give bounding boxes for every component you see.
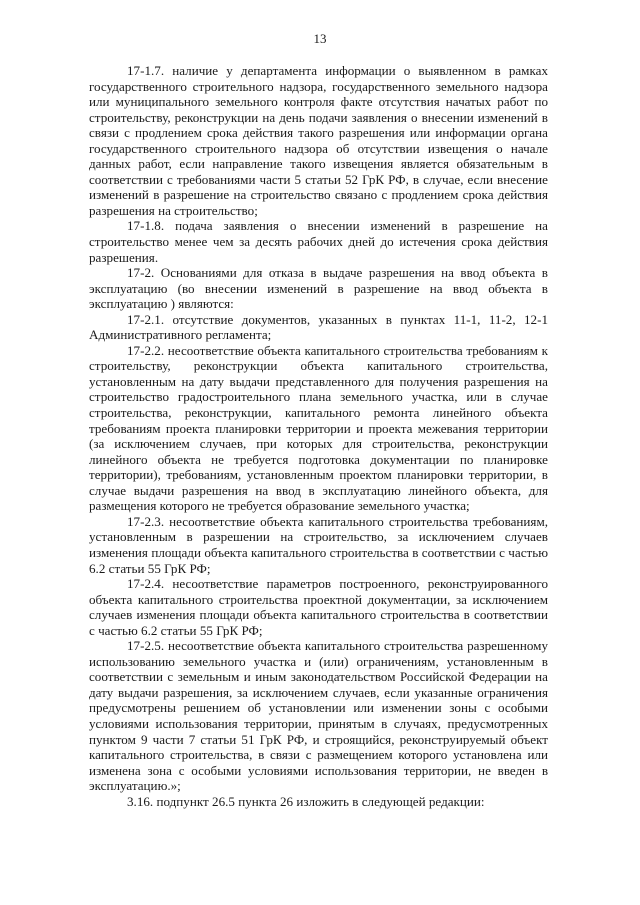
page-number: 13: [313, 31, 327, 46]
document-body: [89, 63, 548, 809]
paragraph-17-1-8: 17-1.8. подача заявления о внесении изменений в разрешение на строительство менее чем за десять рабочих дней до истечения срока действия разрешения.: [89, 218, 548, 265]
paragraph-17-1-7: 17-1.7. наличие у департамента информации о выявленном в рамках государственного строительного надзора, государственного земельного надзора или муниципального земельного контроля факте отсутствия начатых работ по строительству, реконструкции на день подачи заявления о внесении изменений в связи с продлением срока действия такого разрешения или информации органа государственного строительного надзора об отсутствии извещения о начале данных работ, если направление такого извещения является обязательным в соответствии с требованиями части 5 статьи 52 ГрК РФ, в случае, если внесение изменений в разрешение на строительство связано с продлением срока действия разрешения на строительство;: [89, 63, 548, 218]
paragraph-17-2-5: 17-2.5. несоответствие объекта капитального строительства разрешенному использованию земельного участка и (или) ограничениям, установленным в соответствии с земельным и иным законодательством Российской Федерации на дату выдачи разрешения, за исключением случаев, если указанные ограничения предусмотрены решением об установлении или изменении зоны с особыми условиями использования территории, принятым в случаях, предусмотренных пунктом 9 части 7 статьи 51 ГрК РФ, и строящийся, реконструируемый объект капитального строительства, в связи с размещением которого установлена или изменена зона с особыми условиями использования территории, не введен в эксплуатацию.»;: [89, 638, 548, 794]
paragraph-3-16: 3.16. подпункт 26.5 пункта 26 изложить в следующей редакции:: [127, 793, 485, 809]
paragraph-17-2: 17-2. Основаниями для отказа в выдаче разрешения на ввод объекта в эксплуатацию (во внесении изменений в разрешение на ввод объекта в эксплуатацию ) являются:: [89, 265, 548, 312]
paragraph-17-2-4: 17-2.4. несоответствие параметров построенного, реконструированного объекта капитального строительства проектной документации, за исключением случаев изменения площади объекта капитального строительства в соответствии с частью 6.2 статьи 55 ГрК РФ;: [89, 576, 548, 638]
paragraph-17-2-1: 17-2.1. отсутствие документов, указанных в пунктах 11-1, 11-2, 12-1 Административного регламента;: [89, 311, 548, 343]
paragraph-17-2-2: 17-2.2. несоответствие объекта капитального строительства требованиям к строительству, реконструкции объекта капитального строительства, установленным на дату выдачи представленного для получения разрешения на строительство градостроительного плана земельного участка, или в случае строительства, реконструкции, капитального ремонта линейного объекта требованиям проекта планировки территории и проекта межевания территории (за исключением случаев, при которых для строительства, реконструкции линейного объекта не требуется подготовка документации по планировке территории), требованиям, установленным проектом планировки территории, в случае выдачи разрешения на ввод в эксплуатацию линейного объекта, для размещения которого не требуется образование земельного участка;: [89, 342, 548, 514]
paragraph-17-2-3: 17-2.3. несоответствие объекта капитального строительства требованиям, установленным в разрешении на строительство, за исключением случаев изменения площади объекта капитального строительства в соответствии с частью 6.2 статьи 55 ГрК РФ;: [89, 513, 548, 576]
